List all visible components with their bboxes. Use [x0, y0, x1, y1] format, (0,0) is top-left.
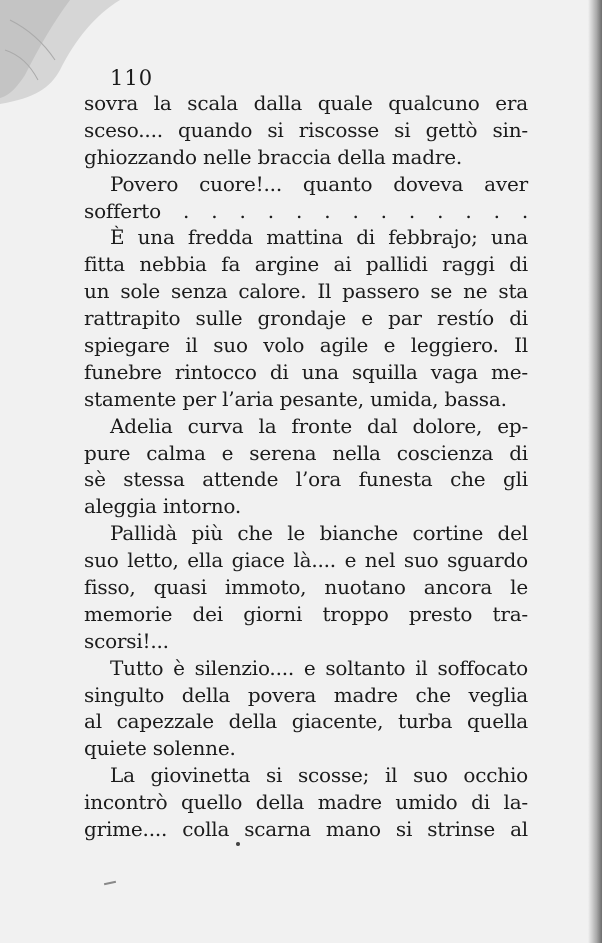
text-line: sceso.... quando si riscosse si gettò sin-: [84, 117, 528, 142]
text-line: sovra la scala dalla quale qualcuno era: [84, 91, 528, 115]
text-line: quiete solenne.: [84, 736, 236, 761]
text-line: stamente per l’aria pesante, umida, bassa.: [84, 386, 507, 411]
page-number: 110: [110, 66, 154, 90]
text-line: incontrò quello della madre umido di la-: [84, 790, 528, 815]
text-line: rattrapito sulle grondaje e par restío di: [84, 306, 528, 331]
text-line: ghiozzando nelle braccia della madre.: [84, 144, 463, 169]
text-line: sè stessa attende l’ora funesta che gli: [84, 467, 528, 492]
text-line: al capezzale della giacente, turba quella: [84, 709, 528, 734]
text-line: memorie dei giorni troppo presto tra-: [84, 601, 528, 626]
text-line: fitta nebbia fa argine ai pallidi raggi di: [84, 252, 528, 277]
page-binding-shadow: [588, 0, 602, 943]
text-line: un sole senza calore. Il passero se ne sta: [84, 279, 528, 304]
body-text: [84, 90, 528, 843]
text-line: Tutto è silenzio.... e soltanto il soffocato: [110, 655, 528, 680]
print-speck: [236, 842, 240, 846]
text-line: aleggia intorno.: [84, 494, 242, 519]
text-line: Adelia curva la fronte dal dolore, ep-: [110, 413, 528, 438]
text-line: fisso, quasi immoto, nuotano ancora le: [84, 575, 528, 600]
text-line: spiegare il suo volo agile e leggiero. Il: [84, 333, 528, 358]
text-line: Povero cuore!... quanto doveva aver: [110, 171, 528, 196]
text-line: scorsi!...: [84, 628, 169, 653]
text-line: La giovinetta si scosse; il suo occhio: [110, 763, 528, 788]
text-line: pure calma e serena nella coscienza di: [84, 440, 528, 465]
print-mark: [104, 881, 116, 885]
text-line: singulto della povera madre che veglia: [84, 682, 528, 707]
text-line: funebre rintocco di una squilla vaga me-: [84, 359, 528, 384]
text-line: grime.... colla scarna mano si strinse al: [84, 817, 528, 842]
text-line: Pallidà più che le bianche cortine del: [110, 521, 528, 546]
text-line: sofferto . . . . . . . . . . . . .: [84, 198, 528, 223]
text-line: suo letto, ella giace là.... e nel suo sguardo: [84, 548, 528, 573]
text-line: È una fredda mattina di febbrajo; una: [110, 225, 528, 250]
